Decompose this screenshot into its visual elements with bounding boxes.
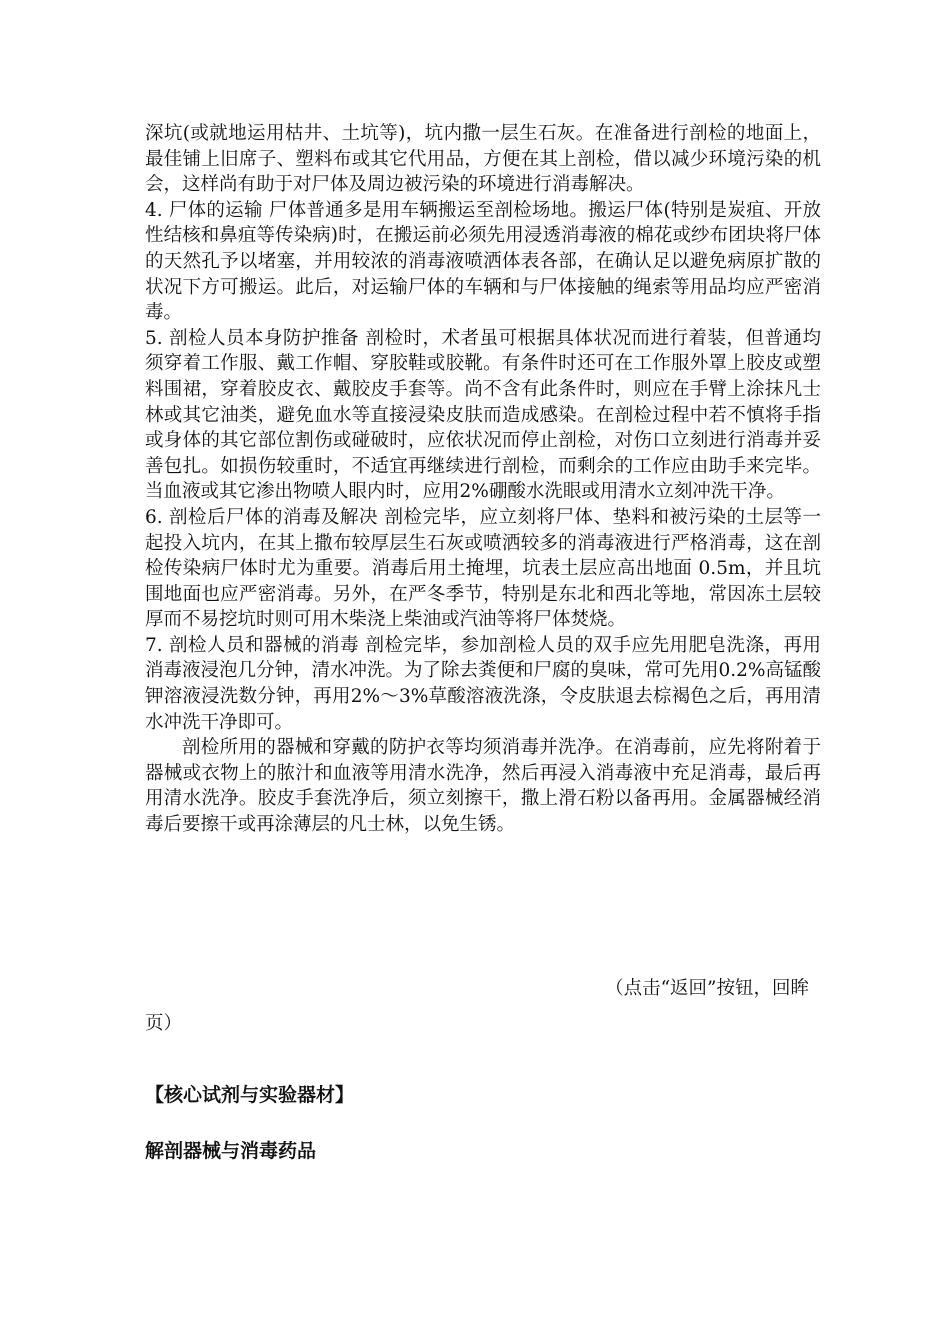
body-text bbox=[145, 121, 821, 838]
paragraph-corpse-disinfection: 6. 剖检后尸体的消毒及解决 剖检完毕，应立刻将尸体、垫料和被污染的土层等一起投入坑内，在其上撒布较厚层生石灰或喷洒较多的消毒液进行严格消毒，这在剖检传染病尸体时尤为重要。消毒后用土掩埋，坑表土层应高出地面 0.5m，并且坑围地面也应严密消毒。另外，在严冬季节，特别是东北和西北等地，常因冻土层较厚而不易挖坑时则可用木柴浇上柴油或汽油等将尸体焚烧。 bbox=[145, 506, 821, 631]
paragraph-instrument-disinfection: 剖检所用的器械和穿戴的防护衣等均须消毒并洗净。在消毒前，应先将附着于器械或衣物上的脓汁和血液等用清水洗净，然后再浸入消毒液中充足消毒，最后再用清水洗净。胶皮手套洗净后，须立刻擦干，撒上滑石粉以备再用。金属器械经消毒后要擦干或再涂薄层的凡士林，以免生锈。 bbox=[145, 737, 821, 836]
subsection-heading: 解剖器械与消毒药品 bbox=[145, 1140, 317, 1162]
paragraph-corpse-transport: 4. 尸体的运输 尸体普通多是用车辆搬运至剖检场地。搬运尸体(特别是炭疽、开放性结核和鼻疽等传染病)时，在搬运前必须先用浸透消毒液的棉花或纱布团块将尸体的天然孔予以堵塞，并用较浓的消毒液喷洒体表各部，在确认足以避免病原扩散的状况下方可搬运。此后，对运输尸体的车辆和与尸体接触的绳索等用品均应严密消毒。 bbox=[145, 199, 821, 324]
paragraph-staff-disinfection: 7. 剖检人员和器械的消毒 剖检完毕，参加剖检人员的双手应先用肥皂洗涤，再用消毒液浸泡几分钟，清水冲洗。为了除去粪便和尸腐的臭味，常可先用0.2%高锰酸钾溶液浸洗数分钟，再用2%～3%草酸溶液洗涤，令皮肤退去棕褐色之后，再用清水冲洗干净即可。 bbox=[145, 634, 822, 733]
section-heading: 【核心试剂与实验器材】 bbox=[145, 1084, 355, 1106]
paragraph-personal-protection: 5. 剖检人员本身防护推备 剖检时，术者虽可根据具体状况而进行着装，但普通均须穿着工作服、戴工作帽、穿胶鞋或胶靴。有条件时还可在工作服外罩上胶皮或塑料围裙，穿着胶皮衣、戴胶皮手套等。尚不含有此条件时，则应在手臂上涂抹凡士林或其它油类，避免血水等直接浸染皮肤而造成感染。在剖检过程中若不慎将手指或身体的其它部位割伤或碰破时，应依状况而停止剖检，对伤口立刻进行消毒并妥善包扎。如损伤较重时，不适宜再继续进行剖检，而剩余的工作应由助手来完毕。当血液或其它渗出物喷人眼内时，应用2%硼酸水洗眼或用清水立刻冲洗干净。 bbox=[145, 327, 821, 503]
return-note-line-1: （点击“返回”按钮，回眸 bbox=[605, 978, 809, 999]
paragraph-pit-preparation: 深坑(或就地运用枯井、土坑等)，坑内撒一层生石灰。在准备进行剖检的地面上，最佳铺上旧席子、塑料布或其它代用品，方便在其上剖检，借以减少环境污染的机会，这样尚有助于对尸体及周边被污染的环境进行消毒解决。 bbox=[145, 123, 821, 196]
return-note-line-2: 页） bbox=[145, 1013, 183, 1034]
